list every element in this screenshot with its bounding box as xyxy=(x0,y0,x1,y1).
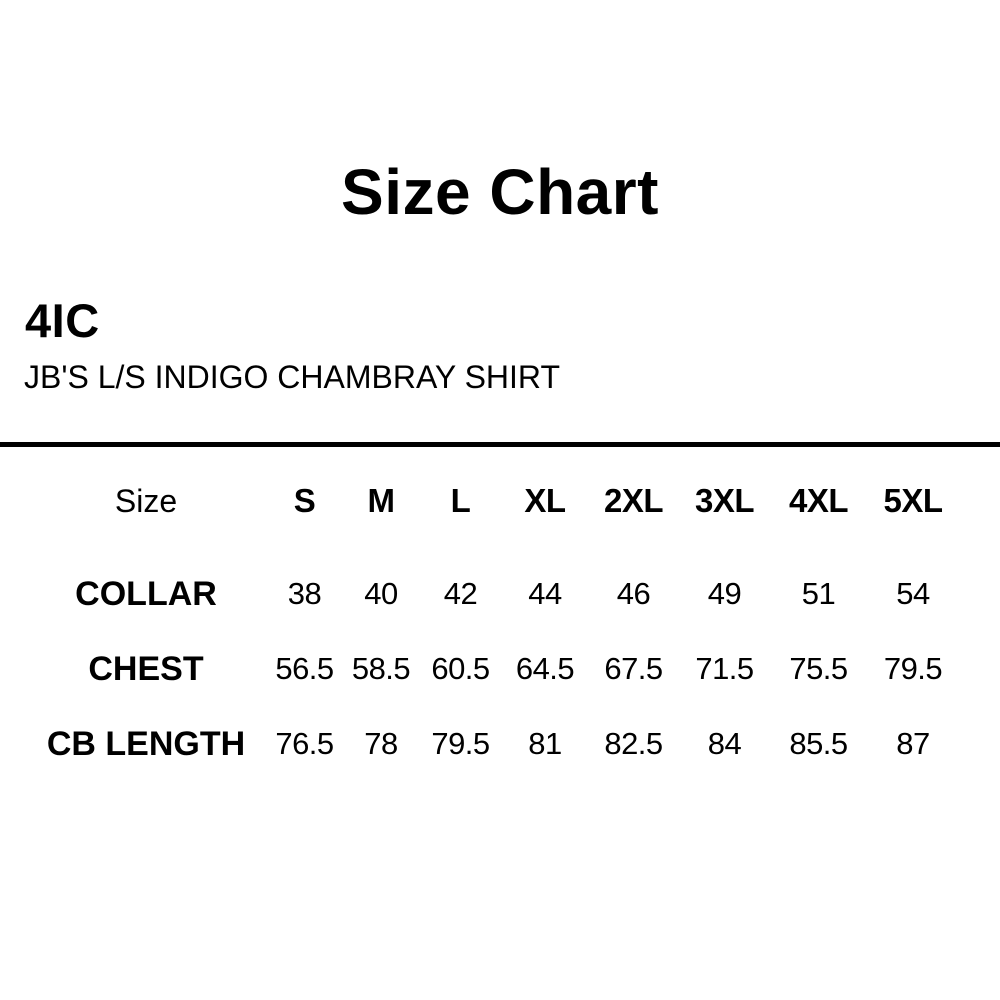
table-cell: 60.5 xyxy=(431,651,490,686)
column-header-m: M xyxy=(367,482,395,519)
table-cell: 85.5 xyxy=(789,726,848,761)
row-label-collar: COLLAR xyxy=(75,574,217,613)
product-code: 4IC xyxy=(25,294,100,347)
table-cell: 87 xyxy=(896,726,930,761)
column-header-4xl: 4XL xyxy=(788,482,849,519)
column-header-2xl: 2XL xyxy=(603,482,664,519)
table-cell: 44 xyxy=(528,576,562,611)
table-cell: 82.5 xyxy=(604,726,663,761)
size-corner-label: Size xyxy=(114,482,178,519)
product-name: JB'S L/S INDIGO CHAMBRAY SHIRT xyxy=(24,359,560,395)
table-cell: 54 xyxy=(896,576,930,611)
table-cell: 78 xyxy=(364,726,398,761)
table-row-collar xyxy=(25,555,960,633)
row-label-chest: CHEST xyxy=(88,649,204,688)
size-table xyxy=(25,447,960,783)
table-cell: 76.5 xyxy=(275,726,334,761)
table-row-cb-length xyxy=(25,705,960,783)
table-cell: 79.5 xyxy=(883,651,943,686)
table-cell: 84 xyxy=(707,726,742,761)
column-header-xl: XL xyxy=(524,482,566,519)
table-header-row xyxy=(25,447,960,555)
table-cell: 67.5 xyxy=(604,651,663,686)
table-cell: 38 xyxy=(287,576,322,611)
table-cell: 40 xyxy=(364,576,398,611)
column-header-s: S xyxy=(293,482,316,519)
table-cell: 64.5 xyxy=(515,651,575,686)
table-cell: 75.5 xyxy=(789,651,848,686)
table-cell: 51 xyxy=(801,576,836,611)
table-cell: 58.5 xyxy=(351,651,411,686)
table-cell: 56.5 xyxy=(275,651,334,686)
column-header-3xl: 3XL xyxy=(694,482,755,519)
table-cell: 81 xyxy=(528,726,562,761)
table-cell: 49 xyxy=(707,576,742,611)
table-row-chest xyxy=(25,633,960,705)
column-header-l: L xyxy=(450,482,471,519)
row-label-cb-length: CB LENGTH xyxy=(46,724,246,763)
table-cell: 71.5 xyxy=(695,651,754,686)
table-cell: 79.5 xyxy=(431,726,490,761)
column-header-5xl: 5XL xyxy=(883,482,943,519)
page-title: Size Chart xyxy=(341,156,659,228)
table-cell: 42 xyxy=(443,576,478,611)
table-cell: 46 xyxy=(616,576,651,611)
